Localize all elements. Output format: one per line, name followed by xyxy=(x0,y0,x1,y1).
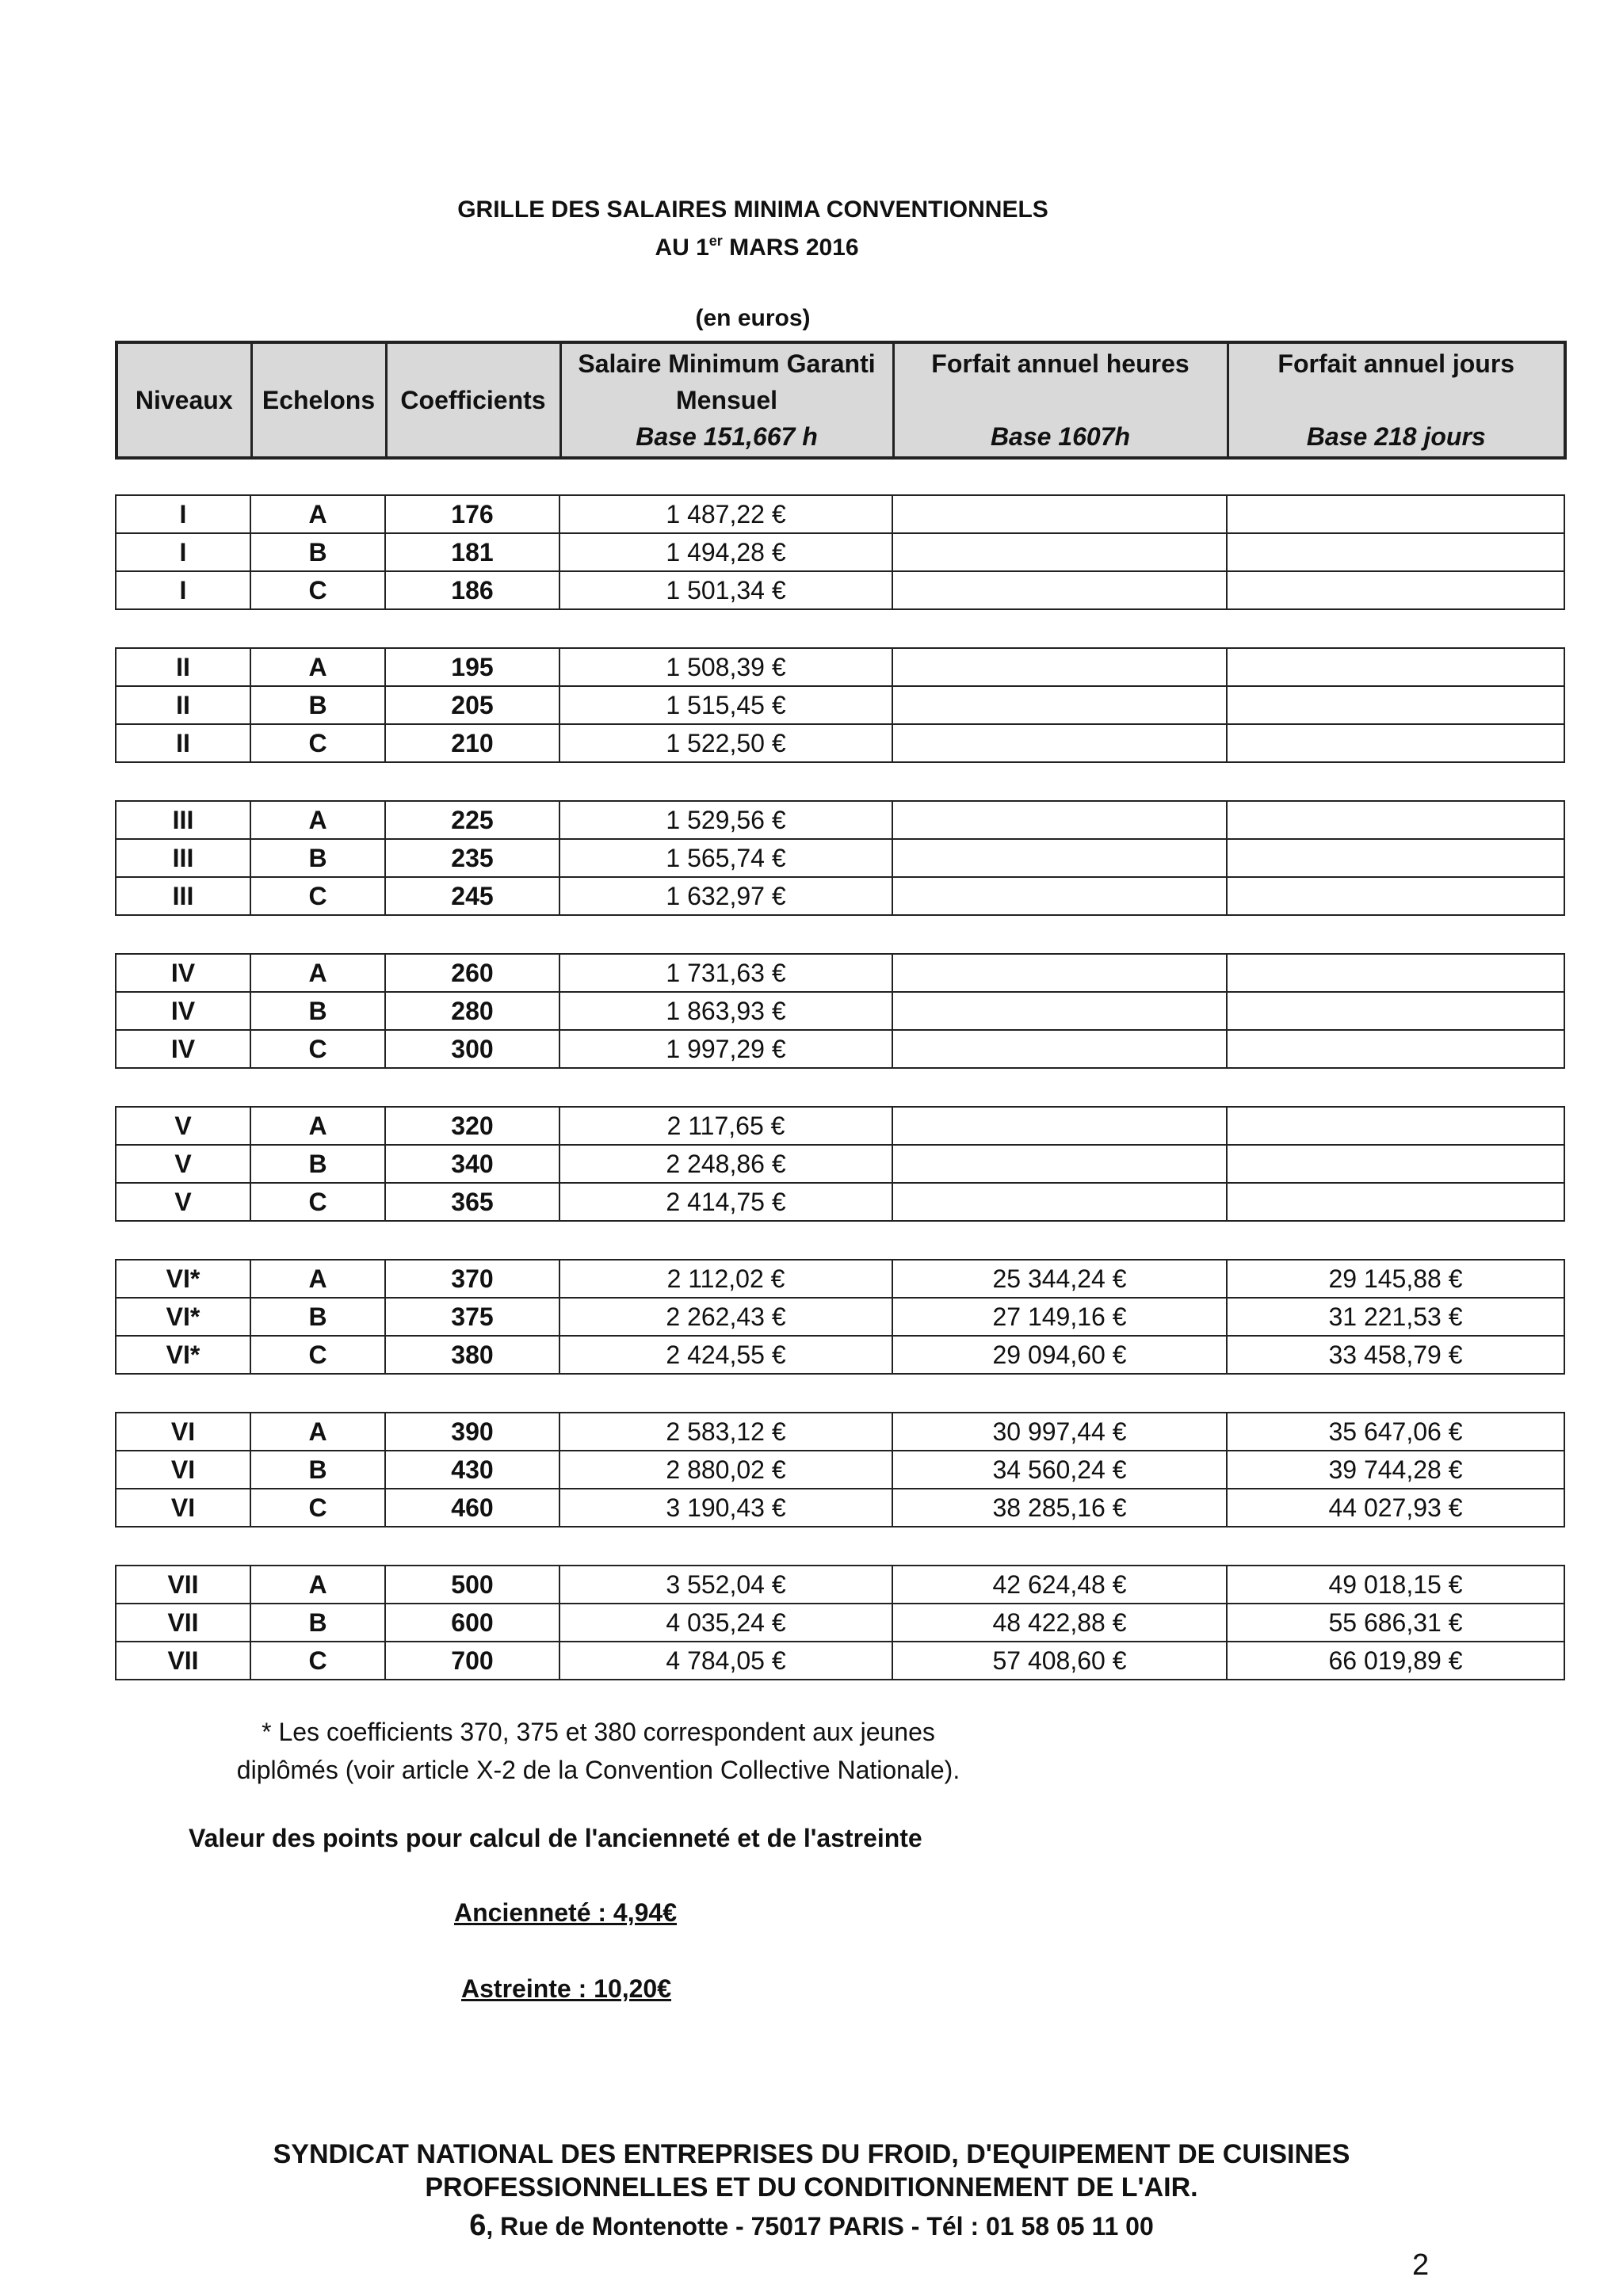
astreinte-value: Astreinte : 10,20€ xyxy=(461,1974,672,2003)
cell-salaire-mensuel: 1 494,28 € xyxy=(559,533,892,571)
cell-salaire-mensuel: 1 515,45 € xyxy=(559,686,892,724)
page-number: 2 xyxy=(1412,2248,1430,2282)
table-row xyxy=(116,495,1564,533)
cell-echelon: C xyxy=(250,724,385,762)
cell-salaire-mensuel: 2 414,75 € xyxy=(559,1183,892,1221)
cell-echelon: C xyxy=(250,1336,385,1374)
salary-group-table xyxy=(115,647,1565,763)
cell-salaire-mensuel: 1 508,39 € xyxy=(559,648,892,686)
salary-group-table xyxy=(115,1106,1565,1222)
cell-niveau: VI xyxy=(116,1413,250,1451)
cell-echelon: C xyxy=(250,571,385,609)
cell-forfait-heures xyxy=(892,495,1227,533)
cell-niveau: II xyxy=(116,648,250,686)
cell-echelon: B xyxy=(250,992,385,1030)
table-row xyxy=(116,686,1564,724)
cell-coefficient: 205 xyxy=(385,686,559,724)
cell-forfait-jours: 29 145,88 € xyxy=(1227,1260,1564,1298)
date-superscript: er xyxy=(708,233,723,249)
cell-niveau: II xyxy=(116,724,250,762)
cell-echelon: B xyxy=(250,839,385,877)
cell-niveau: VI xyxy=(116,1451,250,1489)
cell-forfait-heures xyxy=(892,877,1227,915)
cell-forfait-jours xyxy=(1227,1030,1564,1068)
cell-echelon: C xyxy=(250,877,385,915)
table-row xyxy=(116,1183,1564,1221)
salary-group-table xyxy=(115,800,1565,916)
cell-echelon: A xyxy=(250,1260,385,1298)
cell-forfait-heures xyxy=(892,839,1227,877)
cell-salaire-mensuel: 4 035,24 € xyxy=(559,1604,892,1642)
document-subtitle xyxy=(0,233,1514,261)
header-coefficients: Coefficients xyxy=(386,342,560,458)
cell-coefficient: 500 xyxy=(385,1566,559,1604)
cell-echelon: A xyxy=(250,801,385,839)
table-row xyxy=(116,533,1564,571)
header-salaire-base: Base 151,667 h xyxy=(636,422,818,451)
table-row xyxy=(116,877,1564,915)
cell-echelon: B xyxy=(250,1145,385,1183)
document-title: GRILLE DES SALAIRES MINIMA CONVENTIONNELS xyxy=(457,196,1048,223)
cell-forfait-heures: 38 285,16 € xyxy=(892,1489,1227,1527)
cell-salaire-mensuel: 3 552,04 € xyxy=(559,1566,892,1604)
table-row xyxy=(116,1298,1564,1336)
cell-forfait-jours xyxy=(1227,724,1564,762)
cell-echelon: B xyxy=(250,686,385,724)
salary-group-table xyxy=(115,1412,1565,1527)
cell-coefficient: 460 xyxy=(385,1489,559,1527)
cell-forfait-heures: 34 560,24 € xyxy=(892,1451,1227,1489)
cell-forfait-heures: 57 408,60 € xyxy=(892,1642,1227,1680)
cell-salaire-mensuel: 1 731,63 € xyxy=(559,954,892,992)
cell-coefficient: 365 xyxy=(385,1183,559,1221)
cell-forfait-heures: 29 094,60 € xyxy=(892,1336,1227,1374)
cell-salaire-mensuel: 2 880,02 € xyxy=(559,1451,892,1489)
cell-coefficient: 375 xyxy=(385,1298,559,1336)
cell-echelon: C xyxy=(250,1183,385,1221)
points-value-heading: Valeur des points pour calcul de l'ancienneté et de l'astreinte xyxy=(189,1824,922,1852)
cell-echelon: C xyxy=(250,1642,385,1680)
cell-salaire-mensuel: 1 863,93 € xyxy=(559,992,892,1030)
header-jours-base: Base 218 jours xyxy=(1306,422,1486,451)
cell-forfait-jours xyxy=(1227,877,1564,915)
cell-niveau: V xyxy=(116,1107,250,1145)
cell-forfait-jours xyxy=(1227,801,1564,839)
table-row xyxy=(116,1566,1564,1604)
cell-niveau: IV xyxy=(116,1030,250,1068)
header-salaire-line2: Mensuel xyxy=(675,386,778,414)
cell-echelon: A xyxy=(250,648,385,686)
cell-echelon: A xyxy=(250,1566,385,1604)
cell-salaire-mensuel: 2 583,12 € xyxy=(559,1413,892,1451)
cell-forfait-heures: 25 344,24 € xyxy=(892,1260,1227,1298)
cell-niveau: I xyxy=(116,495,250,533)
cell-salaire-mensuel: 2 424,55 € xyxy=(559,1336,892,1374)
cell-coefficient: 245 xyxy=(385,877,559,915)
cell-niveau: VII xyxy=(116,1642,250,1680)
table-row xyxy=(116,1030,1564,1068)
cell-forfait-jours xyxy=(1227,495,1564,533)
header-heures-base: Base 1607h xyxy=(990,422,1131,451)
table-row xyxy=(116,648,1564,686)
cell-coefficient: 320 xyxy=(385,1107,559,1145)
cell-echelon: A xyxy=(250,1107,385,1145)
cell-forfait-heures: 48 422,88 € xyxy=(892,1604,1227,1642)
cell-forfait-jours xyxy=(1227,686,1564,724)
cell-forfait-heures xyxy=(892,533,1227,571)
cell-salaire-mensuel: 1 997,29 € xyxy=(559,1030,892,1068)
cell-salaire-mensuel: 2 112,02 € xyxy=(559,1260,892,1298)
salary-group-table xyxy=(115,1259,1565,1375)
cell-salaire-mensuel: 1 529,56 € xyxy=(559,801,892,839)
cell-forfait-jours: 44 027,93 € xyxy=(1227,1489,1564,1527)
cell-niveau: IV xyxy=(116,954,250,992)
cell-coefficient: 380 xyxy=(385,1336,559,1374)
header-salaire xyxy=(560,342,893,458)
table-row xyxy=(116,1413,1564,1451)
cell-niveau: III xyxy=(116,801,250,839)
header-jours-line1: Forfait annuel jours xyxy=(1277,349,1515,378)
cell-coefficient: 700 xyxy=(385,1642,559,1680)
cell-forfait-jours: 49 018,15 € xyxy=(1227,1566,1564,1604)
cell-niveau: III xyxy=(116,877,250,915)
header-table xyxy=(115,341,1567,460)
cell-echelon: B xyxy=(250,533,385,571)
cell-coefficient: 600 xyxy=(385,1604,559,1642)
cell-niveau: III xyxy=(116,839,250,877)
cell-salaire-mensuel: 1 632,97 € xyxy=(559,877,892,915)
cell-coefficient: 176 xyxy=(385,495,559,533)
table-row xyxy=(116,1642,1564,1680)
table-row xyxy=(116,1107,1564,1145)
cell-coefficient: 280 xyxy=(385,992,559,1030)
cell-forfait-jours: 35 647,06 € xyxy=(1227,1413,1564,1451)
header-forfait-jours xyxy=(1228,342,1565,458)
footnote-line2: diplômés (voir article X-2 de la Convention Collective Nationale). xyxy=(236,1756,960,1784)
cell-coefficient: 340 xyxy=(385,1145,559,1183)
anciennete-value: Ancienneté : 4,94€ xyxy=(454,1898,677,1927)
cell-niveau: I xyxy=(116,533,250,571)
cell-echelon: A xyxy=(250,954,385,992)
footer-street-number: 6 xyxy=(469,2209,487,2242)
cell-salaire-mensuel: 2 117,65 € xyxy=(559,1107,892,1145)
cell-niveau: I xyxy=(116,571,250,609)
cell-forfait-jours: 39 744,28 € xyxy=(1227,1451,1564,1489)
cell-forfait-jours xyxy=(1227,954,1564,992)
table-row xyxy=(116,1336,1564,1374)
cell-salaire-mensuel: 1 501,34 € xyxy=(559,571,892,609)
header-echelons: Echelons xyxy=(251,342,386,458)
cell-forfait-heures xyxy=(892,724,1227,762)
cell-forfait-heures xyxy=(892,801,1227,839)
header-heures-line1: Forfait annuel heures xyxy=(931,349,1190,378)
cell-salaire-mensuel: 2 262,43 € xyxy=(559,1298,892,1336)
cell-forfait-jours xyxy=(1227,648,1564,686)
cell-forfait-jours: 31 221,53 € xyxy=(1227,1298,1564,1336)
cell-niveau: VII xyxy=(116,1566,250,1604)
table-row xyxy=(116,839,1564,877)
footer-org-line2: PROFESSIONNELLES ET DU CONDITIONNEMENT DE L'AIR. xyxy=(425,2172,1198,2203)
cell-niveau: IV xyxy=(116,992,250,1030)
cell-forfait-heures xyxy=(892,954,1227,992)
cell-coefficient: 195 xyxy=(385,648,559,686)
table-row xyxy=(116,954,1564,992)
table-row xyxy=(116,1604,1564,1642)
header-niveaux: Niveaux xyxy=(116,342,251,458)
cell-forfait-jours: 66 019,89 € xyxy=(1227,1642,1564,1680)
cell-forfait-heures xyxy=(892,1183,1227,1221)
cell-echelon: C xyxy=(250,1030,385,1068)
date-prefix: AU 1 xyxy=(655,235,709,261)
header-salaire-line1: Salaire Minimum Garanti xyxy=(578,349,876,378)
footer-address xyxy=(0,2209,1623,2243)
cell-coefficient: 181 xyxy=(385,533,559,571)
date-suffix: MARS 2016 xyxy=(722,235,859,261)
cell-salaire-mensuel: 2 248,86 € xyxy=(559,1145,892,1183)
cell-niveau: VI* xyxy=(116,1336,250,1374)
cell-niveau: VI xyxy=(116,1489,250,1527)
cell-forfait-jours: 33 458,79 € xyxy=(1227,1336,1564,1374)
cell-forfait-heures xyxy=(892,686,1227,724)
cell-niveau: VI* xyxy=(116,1260,250,1298)
cell-salaire-mensuel: 1 522,50 € xyxy=(559,724,892,762)
cell-forfait-jours xyxy=(1227,1145,1564,1183)
cell-forfait-heures xyxy=(892,1107,1227,1145)
cell-forfait-heures: 42 624,48 € xyxy=(892,1566,1227,1604)
cell-coefficient: 300 xyxy=(385,1030,559,1068)
cell-niveau: V xyxy=(116,1145,250,1183)
cell-salaire-mensuel: 4 784,05 € xyxy=(559,1642,892,1680)
footer-address-text: , Rue de Montenotte - 75017 PARIS - Tél : 01 58 05 11 00 xyxy=(486,2212,1154,2241)
salary-group-table xyxy=(115,953,1565,1069)
table-row xyxy=(116,992,1564,1030)
table-row xyxy=(116,571,1564,609)
cell-forfait-jours: 55 686,31 € xyxy=(1227,1604,1564,1642)
cell-echelon: B xyxy=(250,1298,385,1336)
cell-echelon: C xyxy=(250,1489,385,1527)
table-row xyxy=(116,724,1564,762)
cell-forfait-heures: 27 149,16 € xyxy=(892,1298,1227,1336)
cell-salaire-mensuel: 3 190,43 € xyxy=(559,1489,892,1527)
cell-coefficient: 260 xyxy=(385,954,559,992)
cell-niveau: II xyxy=(116,686,250,724)
cell-coefficient: 235 xyxy=(385,839,559,877)
cell-coefficient: 430 xyxy=(385,1451,559,1489)
salary-group-table xyxy=(115,494,1565,610)
cell-niveau: VII xyxy=(116,1604,250,1642)
cell-forfait-jours xyxy=(1227,533,1564,571)
cell-niveau: VI* xyxy=(116,1298,250,1336)
cell-echelon: A xyxy=(250,495,385,533)
cell-echelon: B xyxy=(250,1604,385,1642)
cell-salaire-mensuel: 1 565,74 € xyxy=(559,839,892,877)
table-row xyxy=(116,1489,1564,1527)
units-label: (en euros) xyxy=(695,305,811,331)
cell-forfait-jours xyxy=(1227,992,1564,1030)
table-row xyxy=(116,1260,1564,1298)
cell-forfait-jours xyxy=(1227,1183,1564,1221)
cell-forfait-heures xyxy=(892,992,1227,1030)
cell-echelon: B xyxy=(250,1451,385,1489)
salary-group-table xyxy=(115,1565,1565,1680)
cell-forfait-heures: 30 997,44 € xyxy=(892,1413,1227,1451)
cell-forfait-heures xyxy=(892,571,1227,609)
cell-coefficient: 370 xyxy=(385,1260,559,1298)
cell-forfait-jours xyxy=(1227,571,1564,609)
table-row xyxy=(116,801,1564,839)
header-forfait-heures xyxy=(893,342,1228,458)
cell-niveau: V xyxy=(116,1183,250,1221)
cell-forfait-heures xyxy=(892,648,1227,686)
footer-org-line1: SYNDICAT NATIONAL DES ENTREPRISES DU FROID, D'EQUIPEMENT DE CUISINES xyxy=(273,2139,1350,2169)
cell-forfait-heures xyxy=(892,1030,1227,1068)
table-row xyxy=(116,1145,1564,1183)
cell-salaire-mensuel: 1 487,22 € xyxy=(559,495,892,533)
cell-forfait-heures xyxy=(892,1145,1227,1183)
cell-echelon: A xyxy=(250,1413,385,1451)
table-row xyxy=(116,1451,1564,1489)
cell-coefficient: 210 xyxy=(385,724,559,762)
cell-coefficient: 186 xyxy=(385,571,559,609)
cell-coefficient: 390 xyxy=(385,1413,559,1451)
footnote-line1: * Les coefficients 370, 375 et 380 correspondent aux jeunes xyxy=(262,1718,935,1746)
cell-forfait-jours xyxy=(1227,1107,1564,1145)
cell-forfait-jours xyxy=(1227,839,1564,877)
cell-coefficient: 225 xyxy=(385,801,559,839)
